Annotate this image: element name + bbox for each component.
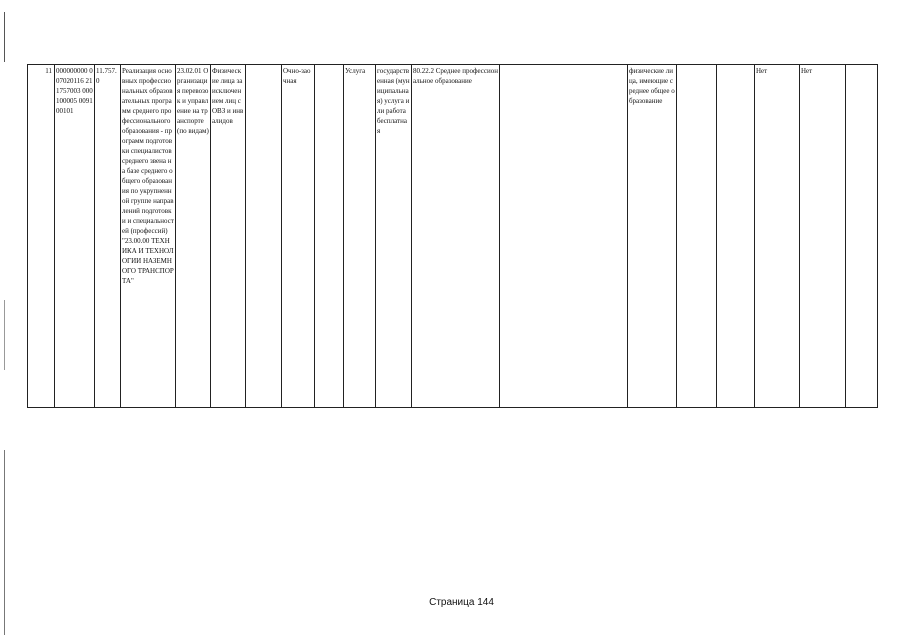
service-kind: государственная (муниципальная) услуга или работа бесплатная bbox=[376, 65, 412, 408]
study-form: Очно-заочная bbox=[282, 65, 315, 408]
okved-code: 80.22.2 Среднее профессиональное образование bbox=[412, 65, 500, 408]
consumer-category: Физические лица за исключением лиц с ОВЗ и инвалидов bbox=[211, 65, 246, 408]
consumers: физические лица, имеющие среднее общее образование bbox=[628, 65, 677, 408]
flag-cell-2: Нет bbox=[800, 65, 846, 408]
row-number: 11 bbox=[28, 65, 55, 408]
registry-table bbox=[27, 64, 878, 408]
registry-code: 000000000 007020116 211757003 000100005 009100101 bbox=[55, 65, 95, 408]
service-name: Реализация основных профессиональных образовательных программ среднего профессионального образования - программ подготовки специалистов среднего звена на базе среднего общего образования по укрупненной группе направлений подготовки и специальностей (профессий) "23.00.00 ТЕХНИКА И ТЕХНОЛОГИИ НАЗЕМНОГО ТРАНСПОРТА" bbox=[121, 65, 176, 408]
specialty: 23.02.01 Организация перевозок и управление на транспорте (по видам) bbox=[176, 65, 211, 408]
scan-edge-line bbox=[4, 300, 5, 370]
empty-cell bbox=[677, 65, 717, 408]
scan-edge-line bbox=[4, 12, 5, 62]
page-number: Страница 144 bbox=[429, 597, 494, 608]
empty-cell bbox=[500, 65, 628, 408]
empty-cell bbox=[315, 65, 344, 408]
table-row bbox=[28, 65, 878, 408]
registry-code-short: 11.757. 0 bbox=[95, 65, 121, 408]
empty-cell bbox=[717, 65, 755, 408]
service-type: Услуга bbox=[344, 65, 376, 408]
empty-cell bbox=[246, 65, 282, 408]
flag-cell-1: Нет bbox=[755, 65, 800, 408]
empty-cell bbox=[846, 65, 878, 408]
